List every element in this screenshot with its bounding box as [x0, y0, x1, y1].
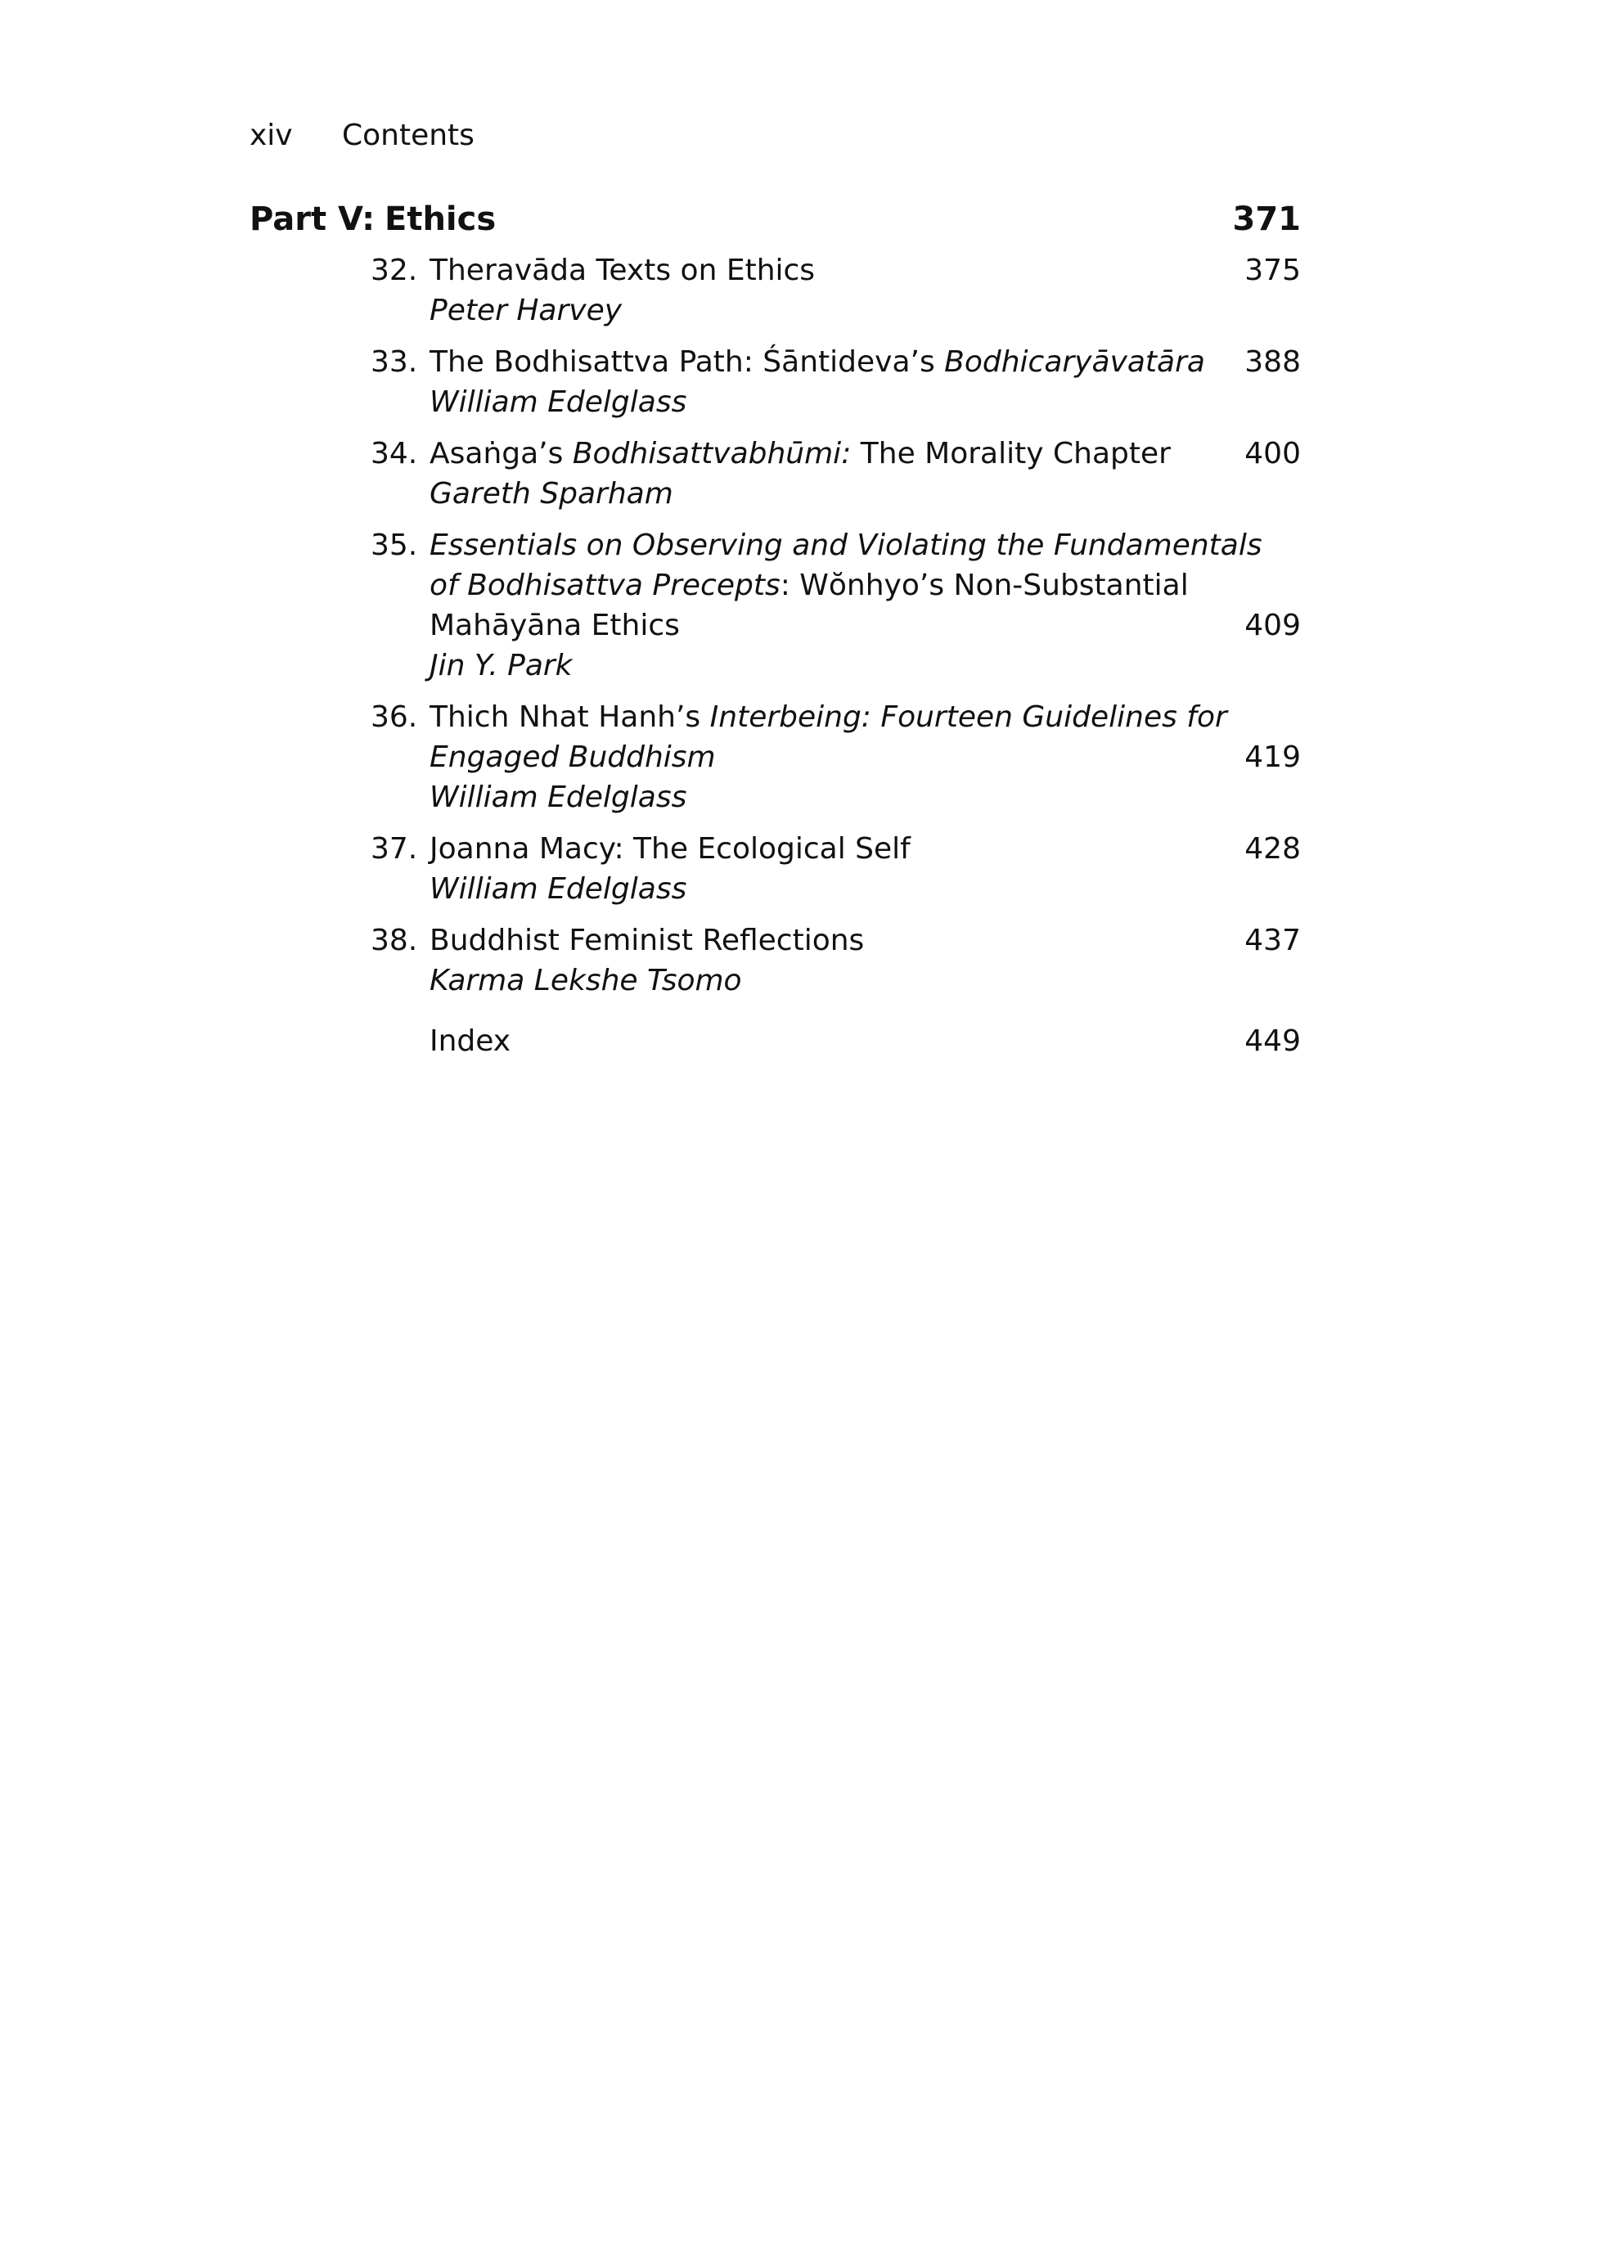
chapter-number: 35.	[371, 529, 418, 562]
chapter-title	[430, 434, 1301, 474]
chapter-number: 36.	[371, 700, 418, 734]
toc-entry-35	[371, 525, 1301, 686]
toc-entry-33	[371, 342, 1301, 422]
chapter-page-number: 375	[1244, 254, 1301, 287]
part-label: Part V:	[250, 200, 376, 238]
chapter-title-text: The Bodhisattva Path: Śāntideva’s	[430, 345, 945, 379]
chapter-title-line-1: Essentials on Observing and Violating the Fundamentals	[430, 529, 1262, 562]
chapter-title: Joanna Macy: The Ecological Self	[430, 832, 911, 866]
toc-entry-37	[371, 829, 1301, 909]
part-heading	[250, 195, 1301, 244]
part-page-number: 371	[1232, 200, 1301, 238]
chapter-title-italic: Bodhicaryāvatāra	[944, 345, 1205, 379]
chapter-author: Peter Harvey	[430, 294, 623, 327]
chapter-title-text: Thich Nhat Hanh’s	[430, 700, 710, 734]
chapter-author: Gareth Sparham	[430, 477, 673, 511]
chapter-title-italic: Bodhisattvabhūmi:	[572, 437, 852, 470]
chapter-title-text: : Wŏnhyo’s Non-Substantial	[780, 569, 1189, 602]
chapter-number: 37.	[371, 832, 418, 866]
chapter-author: Jin Y. Park	[430, 649, 573, 682]
chapter-number: 32.	[371, 254, 418, 287]
chapter-page-number: 388	[1244, 345, 1301, 379]
chapter-title-line-3: Mahāyāna Ethics	[430, 609, 680, 642]
chapter-title-text: Asaṅga’s	[430, 437, 573, 470]
chapter-author: William Edelglass	[430, 385, 687, 419]
chapter-title: Theravāda Texts on Ethics	[430, 254, 816, 287]
running-head-title: Contents	[342, 119, 475, 152]
chapter-page-number: 409	[1244, 609, 1301, 642]
chapter-author: William Edelglass	[430, 781, 687, 814]
chapter-title-line-2: Engaged Buddhism	[430, 740, 716, 774]
toc-entry-38	[371, 920, 1301, 1001]
running-head	[250, 116, 475, 155]
chapter-title-line-1	[430, 697, 1301, 737]
chapter-author: Karma Lekshe Tsomo	[430, 964, 742, 997]
chapter-page-number: 437	[1244, 924, 1301, 957]
part-title: Ethics	[385, 200, 497, 238]
toc-entry-34	[371, 434, 1301, 514]
chapter-title-text-suffix: The Morality Chapter	[851, 437, 1171, 470]
chapter-title	[430, 342, 1301, 382]
chapter-page-number: 400	[1244, 437, 1301, 470]
chapter-author: William Edelglass	[430, 872, 687, 906]
chapter-title-italic: of Bodhisattva Precepts	[430, 569, 781, 602]
chapter-number: 38.	[371, 924, 418, 957]
toc-entry-32	[371, 250, 1301, 331]
index-label: Index	[430, 1024, 511, 1058]
chapter-title-italic: Interbeing: Fourteen Guidelines for	[709, 700, 1227, 734]
chapter-title: Buddhist Feminist Reflections	[430, 924, 865, 957]
chapter-number: 33.	[371, 345, 418, 379]
toc-entry-index	[371, 1021, 1301, 1061]
chapter-page-number: 428	[1244, 832, 1301, 866]
chapter-page-number: 419	[1244, 740, 1301, 774]
chapter-number: 34.	[371, 437, 418, 470]
page-folio: xiv	[250, 119, 293, 152]
toc-entry-36	[371, 697, 1301, 817]
chapter-title-line-2	[430, 565, 1301, 605]
index-page-number: 449	[1244, 1024, 1301, 1058]
